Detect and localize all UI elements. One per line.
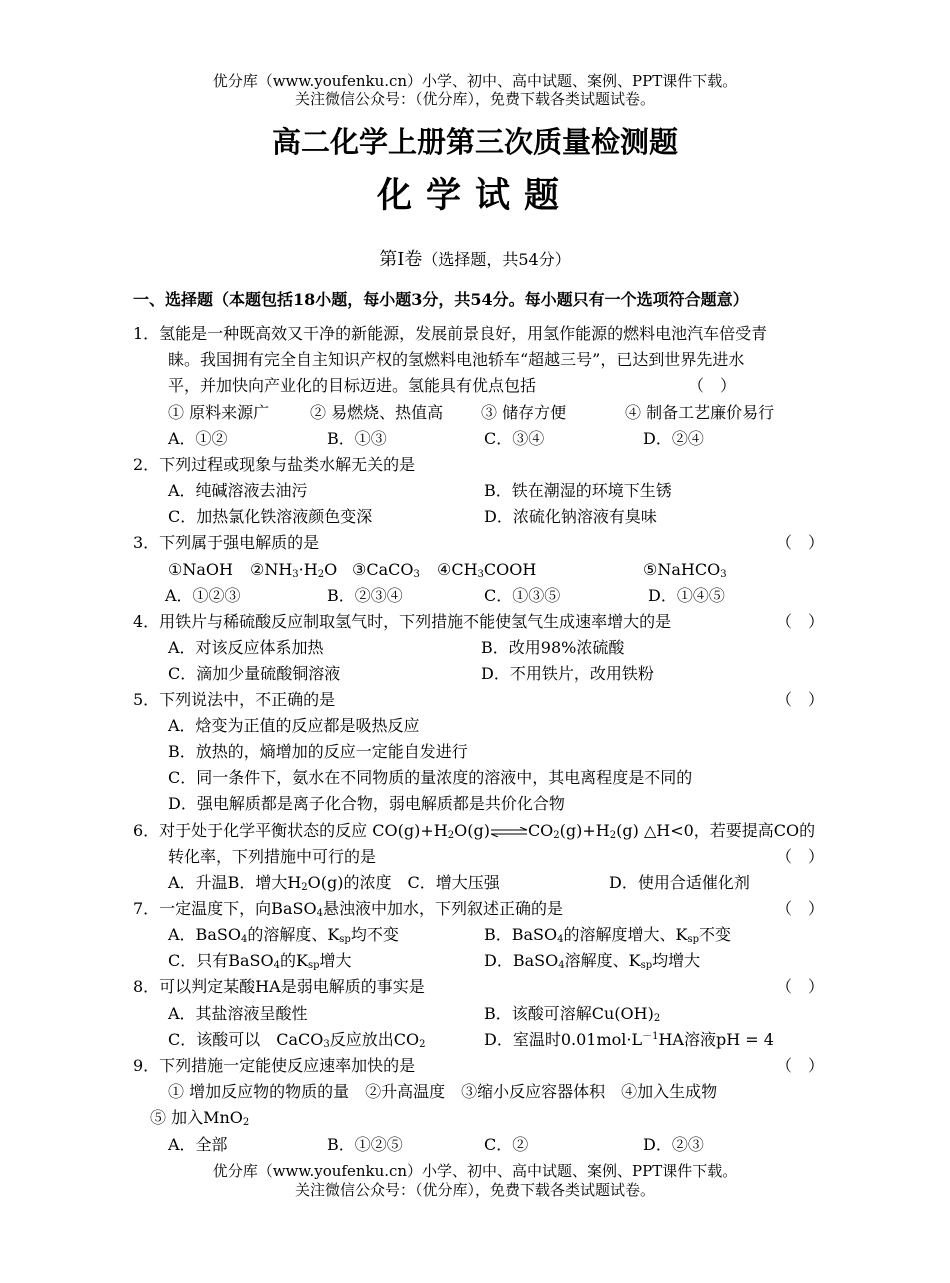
q5-option-b: B．放热的，熵增加的反应一定能自发进行 — [168, 742, 468, 761]
q3-stem: 3．下列属于强电解质的是 — [133, 533, 320, 552]
q6-option-a: A．升温 — [168, 873, 228, 892]
q2-option-d: D．浓硫化钠溶液有臭味 — [484, 507, 657, 526]
q1-line-1: 1．氢能是一种既高效又干净的新能源，发展前景良好，用氢作能源的燃料电池汽车倍受青 — [133, 324, 768, 343]
q8-option-b: B．该酸可溶解$Cu(OH)_2$ — [484, 1004, 661, 1024]
q2-stem: 2．下列过程或现象与盐类水解无关的是 — [133, 455, 416, 474]
q5-option-c: C．同一条件下，氨水在不同物质的量浓度的溶液中，其电离程度是不同的 — [168, 768, 693, 787]
q4-stem: 4．用铁片与稀硫酸反应制取氢气时，下列措施不能使氢气生成速率增大的是 — [133, 612, 672, 631]
q9-items: ① 增加反应物的物质的量 ②升高温度 ③缩小反应容器体积 ④加入生成物 — [168, 1082, 718, 1101]
q8-option-a: A．其盐溶液呈酸性 — [168, 1004, 308, 1023]
q6-option-c: C．增大压强 — [407, 873, 500, 892]
q1-item-1: ① 原料来源广 — [168, 403, 270, 422]
q3-item-4: $④CH_3COOH$ — [437, 560, 537, 580]
header-line-2: 关注微信公众号：（优分库），免费下载各类试题试卷。 — [294, 90, 655, 108]
volume-note: （选择题，共54分） — [422, 250, 571, 269]
q4-option-d: D．不用铁片，改用铁粉 — [481, 664, 654, 683]
q1-item-3: ③ 储存方便 — [481, 403, 567, 422]
q1-option-d: D．②④ — [643, 429, 704, 448]
q1-line-3: 平，并加快向产业化的目标迈进。氢能具有优点包括 — [168, 376, 537, 395]
q6-option-b: B．增大$H_2O(g)$的浓度 — [227, 873, 392, 893]
q3-answer-bracket: （ ） — [776, 533, 825, 552]
q9-item-5: ⑤ 加入MnO$_2$ — [150, 1108, 250, 1128]
equilibrium-arrow-icon — [490, 827, 528, 837]
q3-option-a: A．①②③ — [165, 586, 241, 605]
q1-option-c: C．③④ — [484, 429, 545, 448]
q4-answer-bracket: （ ） — [776, 612, 825, 631]
q2-option-c: C．加热氯化铁溶液颜色变深 — [168, 507, 373, 526]
q9-option-a: A．全部 — [168, 1135, 228, 1154]
q3-item-3: ③CaCO$_3$ — [352, 560, 420, 580]
q1-answer-bracket: （ ） — [688, 376, 737, 395]
section-heading: 一、选择题（本题包括18小题，每小题3分，共54分。每小题只有一个选项符合题意） — [133, 290, 749, 309]
q1-option-b: B．①③ — [327, 429, 387, 448]
q6-line-1: 6．对于处于化学平衡状态的反应 $CO(g)+H_2O(g)$ $CO_2(g)+H_2(g)$ △H<0，若要提高CO的 — [133, 821, 816, 841]
q9-option-d: D．②③ — [643, 1135, 704, 1154]
q1-item-4: ④ 制备工艺廉价易行 — [625, 403, 775, 422]
q8-option-d: D．室温时$0.01mol\cdot L^{-1}HA$溶液pH = 4 — [484, 1030, 774, 1049]
q7-answer-bracket: （ ） — [776, 899, 825, 918]
q5-option-a: A．焓变为正值的反应都是吸热反应 — [168, 716, 420, 735]
q7-option-a: A．BaSO$_4$的溶解度、$K_{sp}$均不变 — [168, 925, 399, 945]
q9-stem: 9．下列措施一定能使反应速率加快的是 — [133, 1056, 416, 1075]
q1-line-2: 睐。我国拥有完全自主知识产权的氢燃料电池轿车“超越三号”，已达到世界先进水 — [168, 350, 745, 369]
q9-option-c: C．② — [484, 1135, 529, 1154]
q5-option-d: D．强电解质都是离子化合物，弱电解质都是共价化合物 — [168, 794, 565, 813]
q4-option-b: B．改用98%浓硫酸 — [481, 638, 625, 657]
q3-option-b: B．②③④ — [327, 586, 403, 605]
page-title: 高二化学上册第三次质量检测题 — [271, 125, 678, 159]
q9-option-b: B．①②⑤ — [327, 1135, 403, 1154]
q6-option-d: D．使用合适催化剂 — [609, 873, 750, 892]
q1-option-a: A．①② — [168, 429, 228, 448]
volume-main: 第Ⅰ卷 — [379, 249, 423, 270]
q3-item-5: ⑤NaHCO$_3$ — [643, 560, 727, 580]
footer-line-1: 优分库（www.youfenku.cn）小学、初中、高中试题、案例、PPT课件下载。 — [212, 1162, 738, 1180]
volume-heading — [0, 245, 950, 271]
page-subtitle: 化学试题 — [376, 175, 573, 216]
q7-option-b: B．BaSO$_4$的溶解度增大、$K_{sp}$不变 — [484, 925, 732, 945]
q9-answer-bracket: （ ） — [776, 1056, 825, 1075]
q1-item-2: ② 易燃烧、热值高 — [310, 403, 444, 422]
q8-stem: 8．可以判定某酸HA是弱电解质的事实是 — [133, 977, 425, 996]
q7-option-c: C．只有BaSO$_4$的$K_{sp}$增大 — [168, 951, 352, 971]
q2-option-a: A．纯碱溶液去油污 — [168, 481, 308, 500]
q7-option-d: D．BaSO$_4$溶解度、$K_{sp}$均增大 — [484, 951, 701, 971]
header-line-1: 优分库（www.youfenku.cn）小学、初中、高中试题、案例、PPT课件下载。 — [212, 72, 738, 90]
q3-item-2: $②NH_3\cdot H_2O$ — [250, 560, 338, 580]
q8-answer-bracket: （ ） — [776, 977, 825, 996]
q7-stem: 7．一定温度下，向BaSO$_4$悬浊液中加水，下列叙述正确的是 — [133, 899, 563, 919]
q6-answer-bracket: （ ） — [776, 847, 825, 866]
q6-options-abc — [168, 872, 500, 894]
q5-stem: 5．下列说法中，不正确的是 — [133, 690, 336, 709]
q3-option-d: D．①④⑤ — [648, 586, 725, 605]
q5-answer-bracket: （ ） — [776, 690, 825, 709]
q2-option-b: B．铁在潮湿的环境下生锈 — [484, 481, 672, 500]
q6-line-2: 转化率，下列措施中可行的是 — [168, 847, 377, 866]
footer-line-2: 关注微信公众号：（优分库），免费下载各类试题试卷。 — [294, 1181, 655, 1199]
q4-option-c: C．滴加少量硫酸铜溶液 — [168, 664, 341, 683]
q3-option-c: C．①③⑤ — [484, 586, 561, 605]
q3-item-1: ①NaOH — [168, 560, 233, 579]
q8-option-c: C．该酸可以 CaCO$_3$反应放出$CO_2$ — [168, 1030, 426, 1050]
q4-option-a: A．对该反应体系加热 — [168, 638, 324, 657]
